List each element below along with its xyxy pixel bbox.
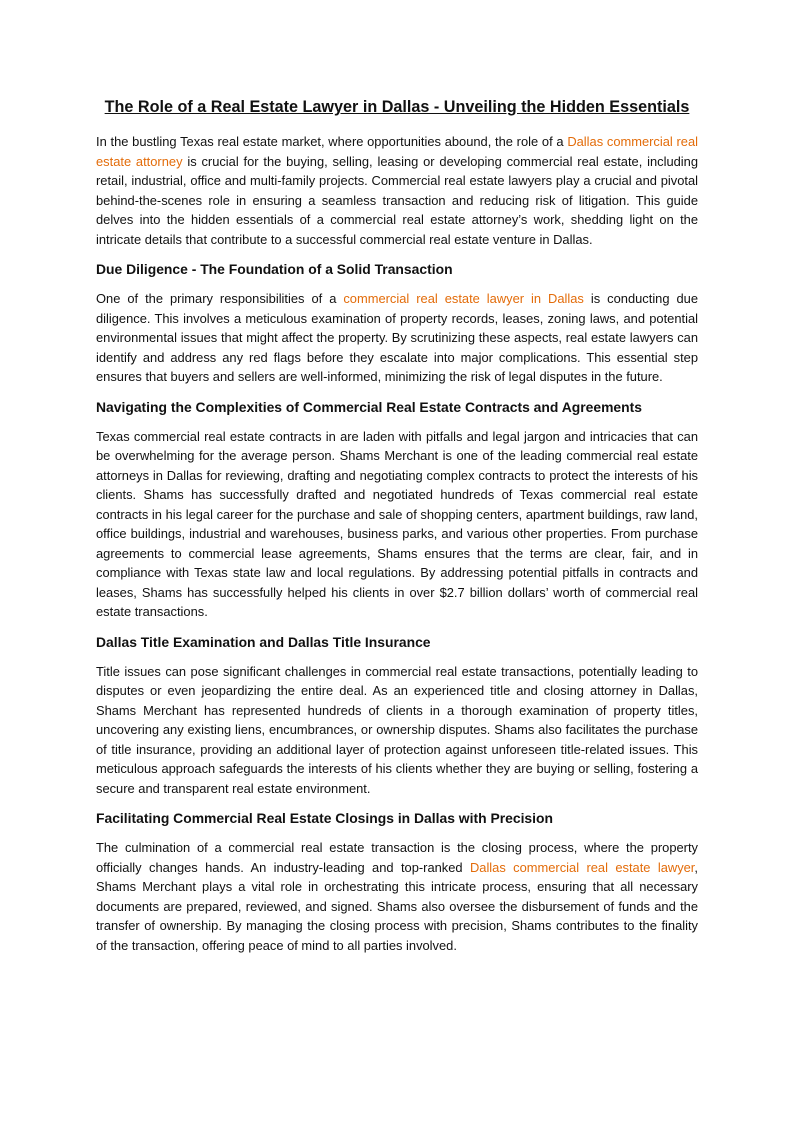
closings-paragraph <box>96 838 698 955</box>
intro-text-after: is crucial for the buying, selling, leasing or developing commercial real estate, including retail, industrial, office and multi-family projects. Commercial real estate lawyers play a crucial and pivotal behind-the-scenes role in ensuring a seamless transaction and reducing risk of litigation. This guide delves into the hidden essentials of a commercial real estate attorney’s work, shedding light on the intricate details that contribute to a successful commercial real estate venture in Dallas. <box>96 153 698 247</box>
due-diligence-text-after: is conducting due diligence. This involves a meticulous examination of property records, leases, zoning laws, and potential environmental issues that might affect the property. By scrutinizing these aspects, real estate lawyers can identify and address any red flags before they escalate into major complications. This essential step ensures that buyers and sellers are well-informed, minimizing the risk of legal disputes in the future. <box>96 291 699 384</box>
intro-paragraph <box>96 132 698 249</box>
contracts-heading: Navigating the Complexities of Commercial Real Estate Contracts and Agreements <box>96 398 642 415</box>
commercial-lawyer-in-dallas-link[interactable]: commercial real estate lawyer in Dallas <box>343 291 584 306</box>
dallas-commercial-lawyer-link[interactable]: Dallas commercial real estate lawyer <box>469 859 695 875</box>
closings-heading: Facilitating Commercial Real Estate Closings in Dallas with Precision <box>96 810 553 826</box>
dallas-commercial-attorney-link[interactable]: Dallas commercial real estate attorney <box>96 134 698 169</box>
contracts-paragraph: Texas commercial real estate contracts in are laden with pitfalls and legal jargon and intricacies that can be overwhelming for the average person. Shams Merchant is one of the leading commercial real estate attorneys in Dallas for reviewing, drafting and negotiating complex contracts to protect the interests of his clients. Shams has successfully drafted and negotiated hundreds of Texas commercial real estate contracts in his legal career for the purchase and sale of shopping centers, apartment buildings, raw land, office buildings, industrial and warehouses, business parks, and various other properties. From purchase agreements to commercial lease agreements, Shams ensures that the terms are clear, fair, and in compliance with Texas state law and local regulations. By addressing potential pitfalls in contracts and leases, Shams has successfully helped his clients in over $2.7 billion dollars’ worth of commercial real estate transactions. <box>96 428 698 619</box>
intro-text-before: In the bustling Texas real estate market, where opportunities abound, the role of a <box>96 134 568 149</box>
title-examination-heading: Dallas Title Examination and Dallas Title Insurance <box>96 633 431 650</box>
closings-text-before: The culmination of a commercial real estate transaction is the closing process, where the property officially changes hands. An industry-leading and top-ranked <box>96 840 698 875</box>
closings-text-after: , Shams Merchant plays a vital role in orchestrating this intricate process, ensuring that all necessary documents are prepared, reviewed, and signed. Shams also oversee the disbursement of funds and the transfer of ownership. By managing the closing process with precision, Shams contributes to the finality of the transaction, offering peace of mind to all parties involved. <box>96 859 698 953</box>
due-diligence-paragraph <box>96 289 698 387</box>
title-examination-paragraph: Title issues can pose significant challenges in commercial real estate transactions, potentially leading to disputes or even jeopardizing the entire deal. As an experienced title and closing attorney in Dallas, Shams Merchant has represented hundreds of clients in a thorough examination of property titles, uncovering any existing liens, encumbrances, or ownership disputes. Shams also facilitates the purchase of title insurance, providing an additional layer of protection against unforeseen title-related issues. This meticulous approach safeguards the interests of his clients whether they are buying or selling, fostering a secure and transparent real estate environment. <box>96 663 698 796</box>
document-page <box>96 96 698 965</box>
document-title: The Role of a Real Estate Lawyer in Dallas - Unveiling the Hidden Essentials <box>104 98 690 116</box>
due-diligence-heading: Due Diligence - The Foundation of a Solid Transaction <box>96 261 453 277</box>
due-diligence-text-before: One of the primary responsibilities of a <box>96 291 344 306</box>
